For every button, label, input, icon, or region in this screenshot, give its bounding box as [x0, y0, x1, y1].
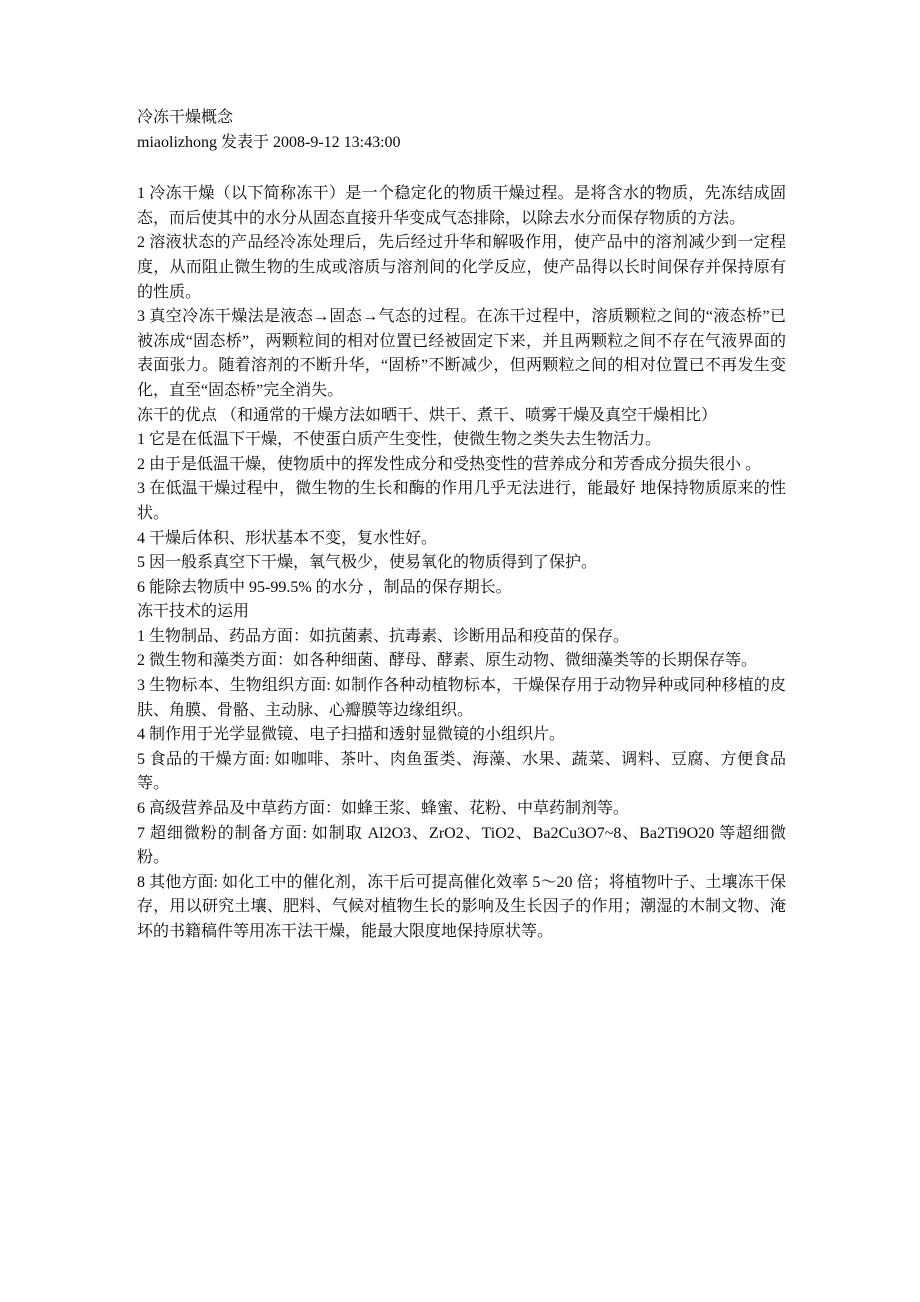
advantage-item-4: 4 干燥后体积、形状基本不变，复水性好。 [137, 529, 438, 547]
application-item-2: 2 微生物和藻类方面：如各种细菌、酵母、酵素、原生动物、微细藻类等的长期保存等。 [137, 652, 758, 670]
document-byline: miaolizhong 发表于 2008-9-12 13:43:00 [137, 133, 401, 151]
heading-advantages: 冻干的优点 （和通常的干燥方法如晒干、烘干、煮干、喷雾干燥及真空干燥相比） [137, 406, 718, 424]
heading-applications: 冻干技术的运用 [137, 603, 250, 621]
application-item-5: 5 食品的干燥方面: 如咖啡、茶叶、肉鱼蛋类、海藻、水果、蔬菜、调料、豆腐、方便食品等。 [137, 750, 786, 793]
application-item-8: 8 其他方面: 如化工中的催化剂，冻干后可提高催化效率 5～20 倍；将植物叶子、土壤冻干保存，用以研究土壤、肥料、气候对植物生长的影响及生长因子的作用；潮湿的木制文物、淹坏的书籍稿件等用冻干法干燥，能最大限度地保持原状等。 [137, 873, 786, 940]
application-item-3: 3 生物标本、生物组织方面: 如制作各种动植物标本，干燥保存用于动物异种或同种移植的皮肤、角膜、骨骼、主动脉、心瓣膜等边缘组织。 [137, 677, 786, 719]
advantage-item-2: 2 由于是低温干燥，使物质中的挥发性成分和受热变性的营养成分和芳香成分损失很小 。 [137, 455, 762, 473]
application-item-6: 6 高级营养品及中草药方面：如蜂王浆、蜂蜜、花粉、中草药制剂等。 [137, 800, 630, 818]
application-item-4: 4 制作用于光学显微镜、电子扫描和透射显微镜的小组织片。 [137, 726, 566, 744]
application-item-7: 7 超细微粉的制备方面: 如制取 Al2O3、ZrO2、TiO2、Ba2Cu3O7~8、Ba2Ti9O20 等超细微粉。 [137, 824, 786, 867]
advantage-item-3: 3 在低温干燥过程中，微生物的生长和酶的作用几乎无法进行，能最好 地保持物质原来的性状。 [137, 480, 786, 522]
application-item-1: 1 生物制品、药品方面：如抗菌素、抗毒素、诊断用品和疫苗的保存。 [137, 627, 630, 645]
advantage-item-6: 6 能除去物质中 95-99.5% 的水分 ，制品的保存期长。 [137, 578, 512, 596]
paragraph-solution-state: 2 溶液状态的产品经冷冻处理后，先后经过升华和解吸作用，使产品中的溶剂减少到一定程度，从而阻止微生物的生成或溶质与溶剂间的化学反应，使产品得以长时间保存并保持原有的性质。 [137, 234, 786, 301]
document-title: 冷冻干燥概念 [137, 109, 234, 126]
advantage-item-5: 5 因一般系真空下干燥，氧气极少，使易氧化的物质得到了保护。 [137, 554, 598, 572]
paragraph-vacuum-process: 3 真空冷冻干燥法是液态→固态→气态的过程。在冻干过程中，溶质颗粒之间的“液态桥”已被冻成“固态桥”，两颗粒间的相对位置已经被固定下来，并且两颗粒之间不存在气液界面的表面张力。随着溶剂的不断升华，“固桥”不断减少，但两颗粒之间的相对位置已不再发生变化，直至“固态桥”完全消失。 [137, 308, 786, 399]
paragraph-freeze-dry-definition: 1 冷冻干燥（以下简称冻干）是一个稳定化的物质干燥过程。是将含水的物质，先冻结成固态，而后使其中的水分从固态直接升华变成气态排除，以除去水分而保存物质的方法。 [137, 185, 786, 227]
document-content [137, 106, 786, 945]
advantage-item-1: 1 它是在低温下干燥，不使蛋白质产生变性，使微生物之类失去生物活力。 [137, 431, 662, 449]
